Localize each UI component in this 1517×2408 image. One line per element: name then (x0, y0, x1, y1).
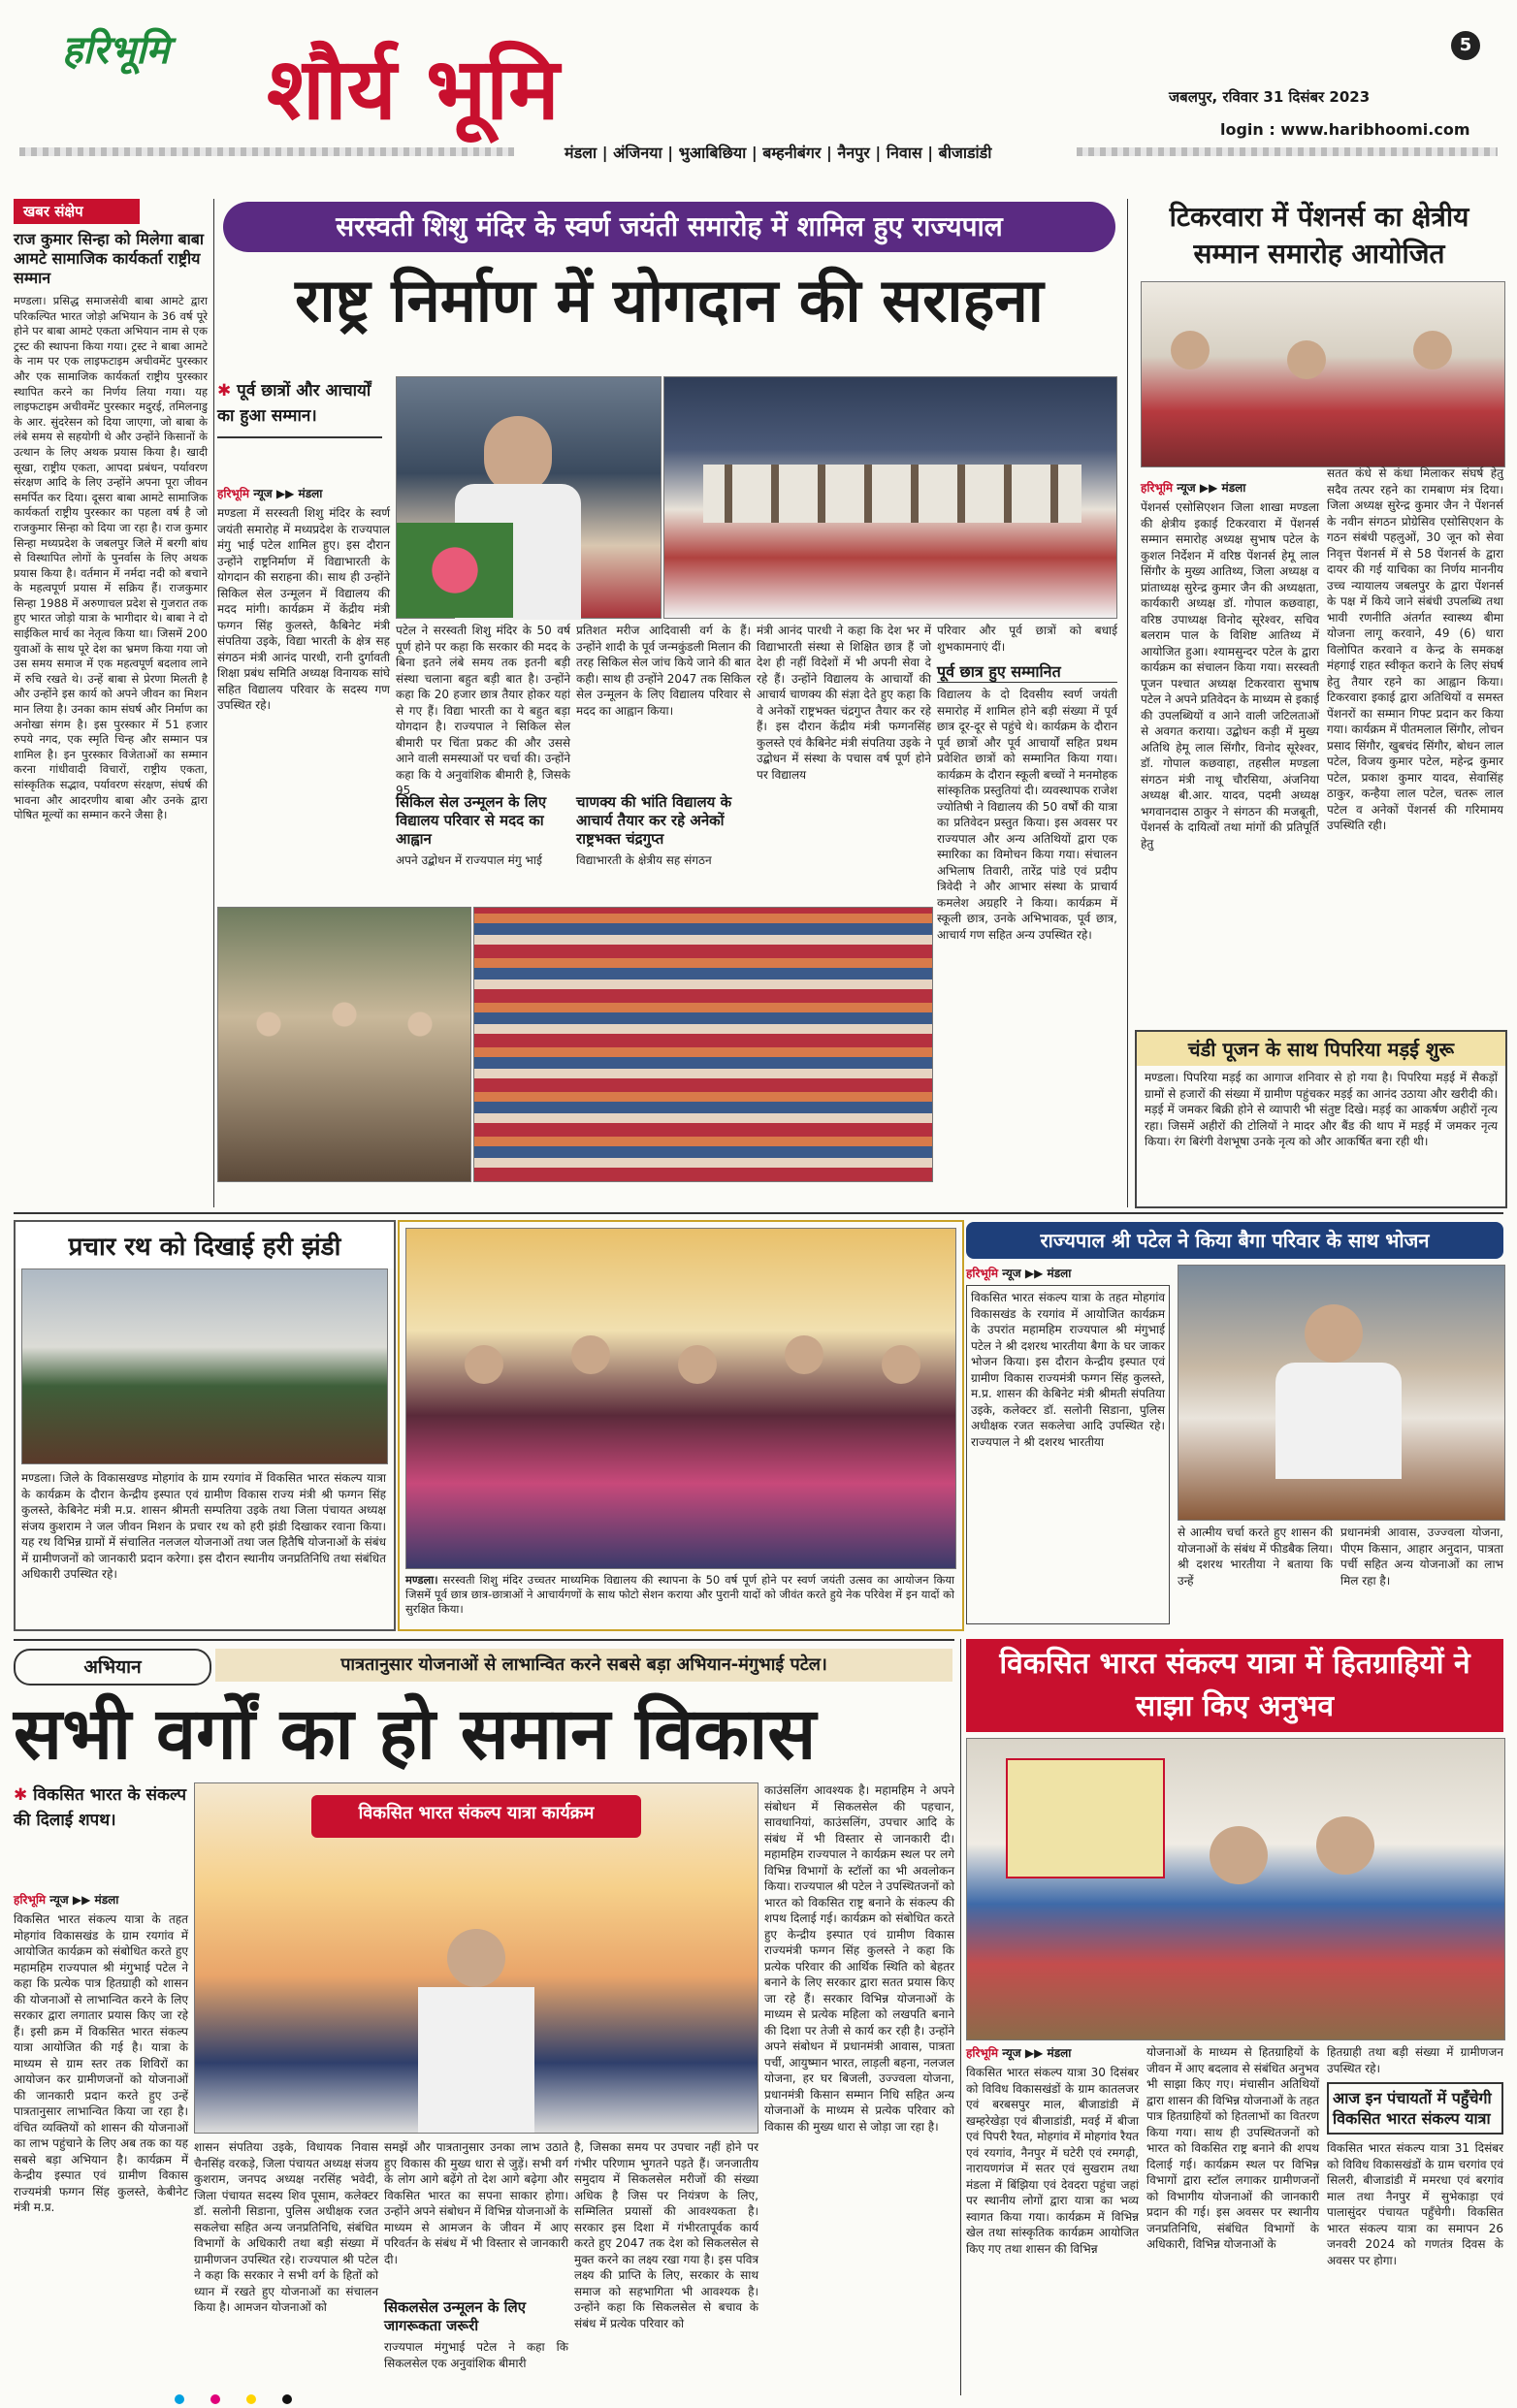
lead-col-3b-text: विद्याभारती के क्षेत्रीय सह संगठन (576, 853, 712, 867)
abhiyan-col-3 (384, 2139, 568, 2395)
star-icon: ✱ (14, 1785, 28, 1805)
news-brief-headline: राज कुमार सिन्हा को मिलेगा बाबा आमटे सामाजिक कार्यकर्ता राष्ट्रीय सम्मान (14, 230, 205, 287)
pensioners-byline: हरिभूमि न्यूज ▶▶ मंडला (1141, 481, 1246, 495)
abhiyan-kicker-box (14, 1782, 188, 1879)
hitgrahi-byline: हरिभूमि न्यूज ▶▶ मंडला (966, 2046, 1072, 2060)
photo-sankalp-yatra-stage (194, 1782, 758, 2134)
baiga-byline: हरिभूमि न्यूज ▶▶ मंडला (966, 1267, 1072, 1280)
abhiyan-headline: सभी वर्गों का हो समान विकास (14, 1692, 817, 1776)
lead-col-5a-text: परिवार और पूर्व छात्रों को बधाई शुभकामनाएं दीं। (937, 624, 1117, 654)
reunion-caption-text: सरस्वती शिशु मंदिर उच्चतर माध्यमिक विद्यालय की स्थापना के 50 वर्ष पूर्ण होने पर स्वर्ण जयंती उत्सव का आयोजन किया जिसमें पूर्व छात्र छात्र-छात्राओं ने आचार्यगणों के साथ फोटो सेशन कराया और पुरानी यादों को जीवंत करते हुये नेक परिवेश में इन यादों को सुरक्षित किया। (405, 1573, 954, 1616)
lead-col-2b-text: अपने उद्बोधन में राज्यपाल मंगु भाई (396, 853, 542, 867)
divider-left (213, 199, 214, 1207)
baiga-col-2 (1178, 1525, 1333, 1625)
district-strip-left (19, 147, 514, 156)
divider-bottom-right (960, 1639, 961, 2395)
chandi-body: मण्डला। पिपरिया मड़ई का आगाज शनिवार से हो गया है। पिपरिया मड़ई में सैकड़ों ग्रामों से हजारों की संख्या में ग्रामीण पहुंचकर मड़ई का आनंद उठाया और खरीदी की। मड़ई में जमकर बिक्री होने से व्यापारी भी संतुष्ट दिखे। मड़ई का आकर्षण अहीरों नृत्य रहा। जिसमें अहीरों की टोलियों ने मादर और बैंड की थाप में मड़ई में जमकर नृत्य किया। रंग बिरंगी वेशभूषा उनके नृत्य को और आकर्षित बना रही थी। (1145, 1071, 1498, 1148)
hitgrahi-headline: विकसित भारत संकल्प यात्रा में हितग्राहियों ने साझा किए अनुभव (999, 1647, 1470, 1723)
pensioners-headline: टिकरवारा में पेंशनर्स का क्षेत्रीय सम्मान समारोह आयोजित (1169, 201, 1469, 270)
login-link[interactable]: login : www.haribhoomi.com (1220, 120, 1470, 139)
pensioners-col-1-text: पेंशनर्स एसोसिएशन जिला शाखा मण्डला की क्षेत्रीय इकाई टिकरवारा में पेंशनर्स सम्मान समारोह अध्यक्ष सुभाष पटेल के कुशल निर्देशन में वरिष्ठ पेंशनर्स हेमू लाल सिंगौर के मुख्य आतिथ्य, जिला अध्यक्ष व प्रांताध्यक्ष सुरेन्द्र कुमार जैन की अध्यक्षता, कार्यकारी अध्यक्ष डॉ. गोपाल कछवाहा, वरिष्ठ उपाध्यक्ष विनोद सूरेश्वर, सचिव बलराम पाल के विशिष्ट आतिथ्य में आयोजित हुआ। श्यामसुन्दर पटेल के द्वारा कार्यक्रम का संचालन किया गया। सरस्वती पूजन पश्चात अध्यक्ष टिकरवारा सुभाष पटेल ने अपने प्रतिवेदन के माध्यम से इकाई की उपलब्धियों व आने वाली जटिलताओं से अवगत कराया। उद्बोधन कड़ी में मुख्य अतिथि हेमू लाल सिंगौर, विनोद सूरेश्वर, डॉ. गोपाल कछवाहा, तहसील मण्डला संगठन मंत्री नाथू चौरसिया, अंजनिया अध्यक्ष बी.आर. यादव, पदमी अध्यक्ष भगवानदास ठाकुर ने संगठन की मजबूती, पेंशनर्स के दायित्वों तथा मांगों की प्रतिपूर्ति हेतु (1141, 500, 1319, 851)
photo-baiga-meal (1178, 1265, 1505, 1521)
lead-subhead-chanakya: चाणक्य की भांति विद्यालय के आचार्य तैयार कर रहे अनेकों राष्ट्रभक्त चंद्रगुप्त (576, 793, 732, 848)
brand-logo: हरिभूमि (62, 28, 170, 73)
lead-kicker-text: पूर्व छात्रों और आचार्यों का हुआ सम्मान। (217, 381, 371, 426)
photo-audience-left (217, 907, 471, 1182)
hitgrahi-sub-box (1327, 2082, 1503, 2135)
abhiyan-col-4 (574, 2139, 758, 2395)
divider-row-1 (14, 1212, 1503, 1214)
lead-banner-text: सरस्वती शिशु मंदिर के स्वर्ण जयंती समारोह में शामिल हुए राज्यपाल (336, 210, 1003, 242)
abhiyan-col-3b-text: राज्यपाल मंगुभाई पटेल ने कहा कि सिकलसेल एक अनुवांशिक बीमारी (384, 2340, 568, 2370)
abhiyan-col-1 (14, 1891, 188, 2395)
lead-headline: राष्ट्र निर्माण में योगदान की सराहना (295, 265, 1044, 336)
abhiyan-tag: अभियान (14, 1649, 211, 1686)
page-number: 5 (1451, 31, 1480, 60)
abhiyan-kicker-text: विकसित भारत के संकल्प की दिलाई शपथ। (14, 1785, 186, 1830)
hitgrahi-col-2-text: योजनाओं के माध्यम से हितग्राहियों के जीवन में आए बदलाव से संबंधित अनुभव भी साझा किए गए। मंचासीन अतिथियों द्वारा शासन की विभिन्न योजनाओं के तहत पात्र हितग्राहियों को हितलाभों का वितरण किया गया। साथ ही उपस्थितजनों को भारत को विकसित राष्ट्र बनाने की शपथ दिलाई गई। कार्यक्रम स्थल पर विभिन्न विभागों द्वारा स्टॉल लगाकर ग्रामीणजनों को विभागीय योजनाओं की जानकारी प्रदान की गई। इस अवसर पर स्थानीय जनप्रतिनिधि, संबंधित विभागों के अधिकारी, विभिन्न योजनाओं के (1146, 2045, 1319, 2251)
abhiyan-col-5 (764, 1782, 954, 2395)
baiga-col-1-text: विकसित भारत संकल्प यात्रा के तहत मोहगांव विकासखंड के रयगांव में आयोजित कार्यक्रम के उपरांत महामहिम राज्यपाल श्री मंगुभाई पटेल ने श्री दशरथ भारतीया बैगा के घर जाकर भोजन किया। इस दौरान केन्द्रीय इस्पात एवं ग्रामीण विकास राज्यमंत्री फग्गन सिंह कुलस्ते, म.प्र. शासन की केबिनेट मंत्री श्रीमती संपतिया उइके, कलेक्टर डॉ. सलोनी सिडाना, पुलिस अधीक्षक रजत सकलेचा आदि उपस्थित रहे। राज्यपाल ने श्री दशरथ भारतीया (966, 1285, 1170, 1624)
lead-byline: हरिभूमि न्यूज ▶▶ मंडला (217, 487, 323, 500)
pensioners-col-2-text: सतत कंधे से कंधा मिलाकर संघर्ष हेतु सदैव तत्पर रहने का रामबाण मंत्र दिया। जिला अध्यक्ष सुरेन्द्र कुमार जैन ने पेंशनर्स के नवीन संगठन प्रोग्रेसिव एसोसिएशन के गठन संबंधी पहलुओं, 30 जून को सेवा निवृत्त पेंशनर्स में से 58 पेंशनर्स के द्वारा दायर की गई याचिका का निर्णय माननीय उच्च न्यायालय जबलपुर के द्वारा पेंशनर्स के पक्ष में किये जाने संबंधी उपलब्धि तथा भावी रणनीति अंतर्गत स्वास्थ्य बीमा योजना लागू करवाने, 49 (6) धारा विलोपित करवाने व केन्द्र के समकक्ष मंहगाई राहत स्वीकृत कराने के लिए संघर्ष हेतु तैयार रहने का आह्वान किया। टिकरवारा इकाई द्वारा अतिथियों व समस्त पेंशनरों का सम्मान गिफ्ट प्रदान कर किया गया। कार्यक्रम में पीतमलाल सिंगौर, लोचन प्रसाद सिंगौर, खुबचंद सिंगौर, बोधन लाल पटेल, विजय कुमार पटेल, महेन्द्र कुमार पटेल, प्रकाश कुमार यादव, सेवासिंह ठाकुर, कन्हैया लाल पटेल, चतरू लाल पटेल व अनेकों पेंशनर्स की गरिमामय उपस्थिति रही। (1327, 466, 1503, 832)
chandi-headline: चंडी पूजन के साथ पिपरिया मड़ई शुरू (1137, 1032, 1505, 1066)
lead-subhead-alumni: पूर्व छात्र हुए सम्मानित (937, 660, 1117, 683)
photo-stage-dignitaries (663, 376, 1117, 619)
abhiyan-col-4-text: है, जिसका समय पर उपचार नहीं होने पर गंभीर परिणाम भुगतने पड़ते हैं। जनजातीय समुदाय में सिकलसेल मरीजों की संख्या अधिक है जिस पर नियंत्रण के लिए, सम्मिलित प्रयासों की आवश्यकता है। सरकार इस दिशा में गंभीरतापूर्वक कार्य करते हुए 2047 तक देश को सिकलसेल से मुक्त करने का लक्ष्य रखा गया है। इस पवित्र लक्ष्य की प्राप्ति के लिए, सरकार के साथ समाज को सहभागिता भी आवश्यक है। उन्होंने कहा कि सिकलसेल से बचाव के संबंध में प्रत्येक परिवार को (574, 2140, 758, 2330)
baiga-col-2-text: से आत्मीय चर्चा करते हुए शासन की योजनाओं के संबंध में फीडबैक लिया। श्री दशरथ भारतीया ने बताया कि उन्हें (1178, 1525, 1333, 1588)
pensioners-col-1 (1141, 479, 1319, 1022)
abhiyan-byline: हरिभूमि न्यूज ▶▶ मंडला (14, 1893, 119, 1907)
lead-col-1 (217, 485, 390, 902)
chandi-box (1135, 1030, 1507, 1208)
reunion-caption (405, 1573, 954, 1623)
prachar-body: मण्डला। जिले के विकासखण्ड मोहगांव के ग्राम रयगांव में विकसित भारत संकल्प यात्रा के कार्यक्रम के दौरान केन्द्रीय इस्पात एवं ग्रामीण विकास राज्य मंत्री श्री फग्गन सिंह कुलस्ते, केबिनेट मंत्री म.प्र. शासन श्रीमती सम्पतिया उइके तथा जिला पंचायत अध्यक्ष संजय कुशराम ने जल जीवन मिशन के प्रचार रथ को हरी झंडी दिखाकर रवाना किया। यह रथ विभिन्न ग्रामों में संचालित नलजल योजनाओं तथा जल हितैषि योजनाओं के संबंध में ग्रामीणजनों को जानकारी प्रदान करेगा। इस दौरान स्थानीय जनप्रतिनिधि तथा संबंधित अधिकारी उपस्थित रहे। (21, 1471, 386, 1581)
divider-center-right (1127, 199, 1128, 1207)
pensioners-col-2 (1327, 466, 1503, 1023)
photo-audience-crowd (473, 907, 933, 1182)
sankalp-banner-text: विकसित भारत संकल्प यात्रा कार्यक्रम (358, 1803, 595, 1823)
abhiyan-col-3-text: समझें और पात्रतानुसार उनका लाभ उठाते हुए विकास की मुख्य धारा से जुड़ें। सभी वर्ग के लोग आगे बढ़ेंगे तो देश आगे बढ़ेगा और विकसित भारत का सपना साकार होगा। उन्होंने अपने संबोधन में विभिन्न योजनाओं के माध्यम से आमजन के जीवन में आए परिवर्तन के संबंध में भी विस्तार से जानकारी दी। (384, 2140, 568, 2266)
masthead (0, 0, 1517, 194)
lead-col-5-text: विद्यालय के दो दिवसीय स्वर्ण जयंती समारोह में शामिल होने बड़ी संख्या में पूर्व छात्र दूर-दूर से पहुंचे थे। कार्यक्रम के दौरान पूर्व छात्रों और पूर्व आचार्यों सहित प्रथम प्रवेशित छात्रों को सम्मानित किया गया। कार्यक्रम के दौरान स्कूली बच्चों ने मनमोहक सांस्कृतिक प्रस्तुतियां दी। व्यवस्थापक राजेश ज्योतिषी ने विद्यालय की 50 वर्षों की यात्रा का प्रतिवेदन प्रस्तुत किया। इस अवसर पर राज्यपाल और अन्य अतिथियों द्वारा एक स्मारिका का विमोचन किया गया। संचालन अभिलाष तिवारी, तारेंद्र पांडे एवं प्रदीप त्रिवेदी ने और आभार संस्था के प्राचार्य कमलेश अग्रहरि ने किया। कार्यक्रम में स्कूली छात्र, उनके अभिभावक, पूर्व छात्र, आचार्य गण सहित अन्य उपस्थित रहे। (937, 688, 1117, 942)
lead-subhead-sickle: सिकिल सेल उन्मूलन के लिए विद्यालय परिवार से मदद का आह्वान (396, 793, 547, 848)
hitgrahi-col-3 (1327, 2044, 1503, 2395)
abhiyan-kicker (14, 1782, 188, 1833)
abhiyan-col-2-text: शासन संपतिया उइके, विधायक निवास चैनसिंह वरकड़े, जिला पंचायत अध्यक्ष संजय कुशराम, जनपद अध्यक्ष नरसिंह भवेदी, जिला पंचायत सदस्य शिव पूसाम, कलेक्टर डॉ. सलोनी सिडाना, पुलिस अधीक्षक रजत सकलेचा सहित अन्य जनप्रतिनिधि, संबंधित विभागों के अधिकारी तथा बड़ी संख्या में ग्रामीणजन उपस्थित रहे। राज्यपाल श्री पटेल ने कहा कि सरकार ने सभी वर्ग के हितों को ध्यान में रखते हुए योजनाओं का संचालन किया है। आमजन योजनाओं को (194, 2140, 378, 2314)
photo-hitgrahi-stall (966, 1738, 1505, 2040)
baiga-col-1 (966, 1265, 1170, 1623)
reunion-box (398, 1220, 964, 1631)
section-title: शौर्य भूमि (267, 39, 560, 139)
baiga-banner (966, 1222, 1503, 1259)
photo-governor-speech (396, 376, 662, 619)
lead-col-4 (757, 623, 931, 914)
photo-alumni-teachers (405, 1228, 956, 1569)
star-icon: ✱ (217, 381, 232, 401)
news-brief (14, 199, 208, 1207)
lead-col-3 (576, 623, 751, 914)
abhiyan-strap: पात्रतानुसार योजनाओं से लाभान्वित करने सबसे बड़ा अभियान-मंगुभाई पटेल। (215, 1649, 952, 1682)
lead-kicker (217, 378, 382, 429)
abhiyan-col-5-text: काउंसलिंग आवश्यक है। महामहिम ने अपने संबोधन में सिकलसेल की पहचान, सावधानियां, काउंसलिंग, उपचार आदि के संबंध में भी विस्तार से जानकारी दी। महामहिम राज्यपाल ने कार्यक्रम स्थल पर लगे विभिन्न विभागों के स्टॉलों का भी अवलोकन किया। राज्यपाल श्री पटेल ने उपस्थितजनों को भारत को विकसित राष्ट्र बनाने के संकल्प की शपथ दिलाई गई। कार्यक्रम को संबोधित करते हुए केन्द्रीय इस्पात एवं ग्रामीण विकास राज्यमंत्री फग्गन सिंह कुलस्ते ने कहा कि प्रत्येक परिवार की आर्थिक स्थिति को बेहतर बनाने के लिए सरकार द्वारा सतत प्रयास किए जा रहे हैं। सरकार विभिन्न योजनाओं के माध्यम से प्रत्येक महिला को लखपति बनाने की दिशा पर तेजी से कार्य कर रही है। उन्होंने अपने संबोधन में प्रधानमंत्री आवास, पात्रता पर्ची, आयुष्मान भारत, लाड़ली बहना, नलजल योजना, हर घर बिजली, उज्ज्वला योजना, प्रधानमंत्री किसान सम्मान निधि सहित अन्य योजनाओं के माध्यम से प्रत्येक परिवार को विकास की मुख्य धारा से जोड़ा जा रहा है। (764, 1783, 954, 2134)
photo-pensioners (1141, 281, 1505, 467)
lead-banner (223, 202, 1115, 252)
prachar-headline: प्रचार रथ को दिखाई हरी झंडी (16, 1222, 394, 1268)
lead-col-3-text: प्रतिशत मरीज आदिवासी वर्ग के हैं। उन्होंने शादी के पूर्व जन्मकुंडली मिलान की तरह सिकिल सेल जांच किये जाने की बात कही। साथ ही उन्होंने 2047 तक सिकिल सेल उन्मूलन के लिए विद्यालय परिवार से मदद का आह्वान किया। (576, 624, 751, 718)
news-brief-body: मण्डला। प्रसिद्ध समाजसेवी बाबा आमटे द्वारा परिकल्पित भारत जोड़ो अभियान के 36 वर्ष पूरे होने पर बाबा आमटे एकता अभियान नाम से एक ट्रस्ट की स्थापना किया गया। ट्रस्ट ने बाबा आमटे के नाम पर एक लाइफटाइम अचीवमेंट पुरस्कार और एक सामाजिक कार्यकर्ता राष्ट्रीय पुरस्कार स्थापित करने का निर्णय लिया गया। यह लाइफटाइम अचीवमेंट पुरस्कार मदुरई, तमिलनाडु के आर. सुंदरेसन को दिया जाएगा, जो बाबा के लंबे समय से सहयोगी थे और उन्होंने किसानों के उत्थान के लिए अथक प्रयास किया है। खादी सूखा, राष्ट्रीय एकता, आपदा प्रबंधन, पर्यावरण संरक्षण आदि के लिए उन्होंने अपना पूरा जीवन समर्पित कर दिया। दूसरा बाबा आमटे सामाजिक कार्यकर्ता राष्ट्रीय पुरस्कार का पहला वर्ष है जो राजकुमार सिन्हा को दिया जा रहा है। राज कुमार सिन्हा मध्यप्रदेश के जबलपुर जिले में बरगी बांध से विस्थापित लोगों के पुनर्वास के लिए अथक प्रयास किया है। वर्तमान में नर्मदा नदी को बचाने के महत्वपूर्ण प्रयास में सक्रिय हैं। राजकुमार सिन्हा 1988 में अरुणाचल प्रदेश से गुजरात तक हुए भारत जोड़ो यात्रा के भागीदार थे। बाबा ने दो साईकिल मार्च का नेतृत्व किया था। जिसमें 200 युवाओं के साथ पूरे देश का भ्रमण किया गया जो उस समय समाज में एक महत्वपूर्ण बदलाव लाने में रुचि रखते थे। उन्हें बाबा से प्रेरणा मिलती है और उन्होंने इस कार्य को अपने जीवन का मिशन मान लिया है। उनका काम संघर्ष और निर्माण का अनोखा संगम है। इस पुरस्कार में 51 हजार रुपये नगद, एक स्मृति चिन्ह और सम्मान पत्र शामिल है। इन पुरस्कार विजेताओं का सम्मान करना गांधीवादी विचारों, राष्ट्रीय एकता, सांस्कृतिक सद्भाव, पर्यावरण संरक्षण, संघर्ष की भावना और आदरणीय बाबा और उनके द्वारा पोषित मूल्यों का सम्मान करने जैसा है। (14, 294, 208, 822)
hitgrahi-col-1-text: विकसित भारत संकल्प यात्रा 30 दिसंबर को विविध विकासखंडों के ग्राम कातलजर एवं बरबसपुर माल, बीजाडांडी में खम्हरेखेड़ा एवं बीजाडांडी, मवई में बीजा एवं पिपरी रैयत, मोहगांव में मोहगांव रैयत एवं रयगांव, नैनपुर में घटेरी एवं रमगढ़ी, नारायणगंज में सतर एवं सुखराम तथा मंडला में बिंझिया एवं देवदरा पहुंचा जहां पर स्थानीय लोगों द्वारा यात्रा का भव्य स्वागत किया गया। कार्यक्रम में विभिन्न खेल तथा सांस्कृतिक कार्यक्रम आयोजित किए गए तथा शासन की विभिन्न (966, 2066, 1139, 2256)
hitgrahi-col-3a-text: हितग्राही तथा बड़ी संख्या में ग्रामीणजन उपस्थित रहे। (1327, 2045, 1503, 2075)
district-strip-right (1077, 147, 1498, 156)
registration-marks (175, 2390, 1339, 2401)
baiga-headline: राज्यपाल श्री पटेल ने किया बैगा परिवार के साथ भोजन (1040, 1229, 1430, 1252)
photo-prachar-rath (21, 1268, 388, 1464)
hitgrahi-sub-headline: आज इन पंचायतों में पहुँचेगी विकसित भारत संकल्प यात्रा (1333, 2089, 1492, 2128)
hitgrahi-col-3-text: विकसित भारत संकल्प यात्रा 31 दिसंबर को विविध विकासखंडों के ग्राम चरगांव एवं सिलरी, बीजाडांडी में ममरधा एवं बरगांव माल तथा नैनपुर में सुभेकाड़ा एवं पालासुंदर पंचायत पहुँचेगी। विकसित भारत संकल्प यात्रा का समापन 26 जनवरी 2024 को गणतंत्र दिवस के अवसर पर होगा। (1327, 2141, 1503, 2267)
lead-col-4-text: मंत्री आनंद पारधी ने कहा कि देश भर में विद्याभारती संस्था से शिक्षित छात्र हैं जो देश ही नहीं विदेशों में भी अपनी सेवा दे रहे हैं। उन्होंने विद्यालय के आचार्यों की आचार्य चाणक्य की संज्ञा देते हुए कहा कि वे अनेकों राष्ट्रभक्त चंद्रगुप्त तैयार कर रहे हैं। इस दौरान केंद्रीय मंत्री फग्गनसिंह कुलस्ते एवं कैबिनेट मंत्री संपतिया उइके ने उद्बोधन में संस्था के पचास वर्ष पूर्ण होने पर विद्यालय (757, 624, 931, 782)
lead-col-1-text: मण्डला में सरस्वती शिशु मंदिर के स्वर्ण जयंती समारोह में मध्यप्रदेश के राज्यपाल मंगु भाई पटेल शामिल हुए। इस दौरान उन्होंने राष्ट्रनिर्माण में विद्याभारती के योगदान की सराहना की। साथ ही उन्होंने सिकिल सेल उन्मूलन में विद्यालय की मदद मांगी। कार्यक्रम में केंद्रीय मंत्री फग्गन सिंह कुलस्ते, कैबिनेट मंत्री संपतिया उइके, विद्या भारती के क्षेत्र सह संगठन मंत्री आनंद पारधी, रानी दुर्गावती शिक्षा प्रबंध समिति अध्यक्ष विनायक सांघे सहित विद्यालय परिवार के सदस्य गण उपस्थित रहे। (217, 506, 390, 712)
dateline: जबलपुर, रविवार 31 दिसंबर 2023 (1169, 88, 1371, 106)
hitgrahi-col-1 (966, 2044, 1139, 2395)
hitgrahi-banner (966, 1639, 1503, 1732)
lead-col-2-text: पटेल ने सरस्वती शिशु मंदिर के 50 वर्ष पूर्ण होने पर कहा कि सरकार की मदद के बिना इतने लंबे समय तक इतनी बड़ी संस्था चलाना बहुत बड़ी बात है। उन्होंने कहा कि 20 हजार छात्र तैयार होकर यहां से गए हैं। विद्या भारती का ये बहुत बड़ा योगदान है। राज्यपाल ने सिकिल सेल बीमारी पर चिंता प्रकट की और उससे आने वाली समस्याओं पर चर्चा की। उन्होंने कहा कि ये अनुवांशिक बीमारी है, जिसके 95 (396, 624, 570, 797)
abhiyan-col-1-text: विकसित भारत संकल्प यात्रा के तहत मोहगांव विकासखंड के ग्राम रयगांव में आयोजित कार्यक्रम को संबोधित करते हुए महामहिम राज्यपाल श्री मंगुभाई पटेल ने कहा कि प्रत्येक पात्र हितग्राही को शासन की योजनाओं से लाभान्वित करने के लिए सरकार द्वारा लगातार प्रयास किए जा रहे हैं। इसी क्रम में विकसित भारत संकल्प यात्रा आयोजित की गई है। यात्रा के माध्यम से ग्राम स्तर तक शिविरों का आयोजन कर ग्रामीणजनों को योजनाओं की जानकारी प्रदान करते हुए उन्हें पात्रतानुसार लाभान्वित किया जा रहा है। वंचित व्यक्तियों को शासन की योजनाओं का लाभ पहुंचाने के लिए अब तक का यह सबसे बड़ा अभियान है। कार्यक्रम में केन्द्रीय इस्पात एवं ग्रामीण विकास राज्यमंत्री फग्गन सिंह कुलस्ते, केबीनेट मंत्री म.प्र. (14, 1912, 188, 2214)
divider-row-2 (14, 1639, 954, 1641)
lead-col-2 (396, 623, 570, 914)
lead-col-5 (937, 623, 1117, 1180)
baiga-col-3-text: प्रधानमंत्री आवास, उज्ज्वला योजना, पीएम किसान, आहार अनुदान, पात्रता पर्ची सहित अन्य योजनाओं का लाभ मिल रहा है। (1340, 1525, 1503, 1588)
abhiyan-col-2 (194, 2139, 378, 2395)
reunion-caption-lead: मण्डला। (405, 1573, 438, 1587)
district-nav[interactable]: मंडला | अंजिनया | भुआबिछिया | बम्हनीबंगर | नैनपुर | निवास | बीजाडांडी (565, 144, 992, 162)
abhiyan-subhead-sickle: सिकलसेल उन्मूलन के लिए जागरूकता जरूरी (384, 2298, 527, 2334)
news-brief-tag: खबर संक्षेप (14, 199, 140, 224)
prachar-box (14, 1220, 396, 1631)
baiga-col-3 (1340, 1525, 1503, 1625)
hitgrahi-col-2 (1146, 2044, 1319, 2395)
